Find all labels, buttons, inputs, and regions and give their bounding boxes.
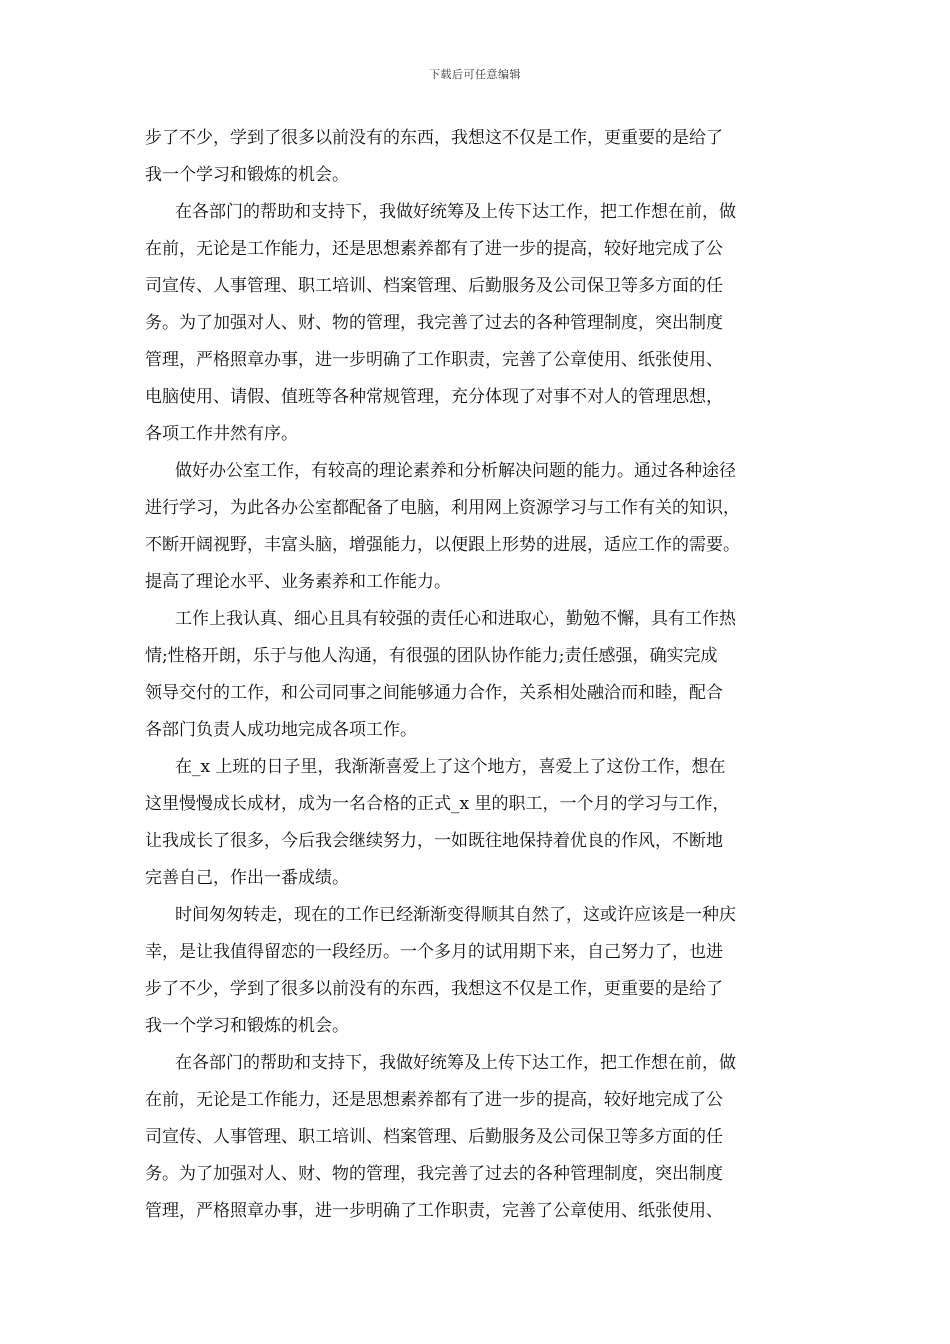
text-line: 在前，无论是工作能力，还是思想素养都有了进一步的提高，较好地完成了公 — [145, 1090, 723, 1110]
text-line: 各项工作井然有序。 — [145, 424, 298, 444]
text-line: 步了不少，学到了很多以前没有的东西，我想这不仅是工作，更重要的是给了 — [145, 979, 723, 999]
text-line: 各部门负责人成功地完成各项工作。 — [145, 720, 417, 740]
text-line: 电脑使用、请假、值班等各种常规管理，充分体现了对事不对人的管理思想， — [145, 387, 723, 407]
text-line: 管理，严格照章办事，进一步明确了工作职责，完善了公章使用、纸张使用、 — [145, 350, 723, 370]
document-body — [145, 120, 807, 1230]
text-line: 在前，无论是工作能力，还是思想素养都有了进一步的提高，较好地完成了公 — [145, 239, 723, 259]
text-line: 在_x 上班的日子里，我渐渐喜爱上了这个地方，喜爱上了这份工作，想在 — [175, 757, 726, 777]
text-line: 幸，是让我值得留恋的一段经历。一个多月的试用期下来，自己努力了，也进 — [145, 942, 723, 962]
text-line: 司宣传、人事管理、职工培训、档案管理、后勤服务及公司保卫等多方面的任 — [145, 276, 723, 296]
text-line: 我一个学习和锻炼的机会。 — [145, 165, 349, 185]
text-line: 务。为了加强对人、财、物的管理，我完善了过去的各种管理制度，突出制度 — [145, 1164, 723, 1184]
text-line: 我一个学习和锻炼的机会。 — [145, 1016, 349, 1036]
text-line: 情;性格开朗，乐于与他人沟通，有很强的团队协作能力;责任感强，确实完成 — [145, 646, 718, 666]
text-line: 管理，严格照章办事，进一步明确了工作职责，完善了公章使用、纸张使用、 — [145, 1201, 723, 1221]
text-line: 进行学习，为此各办公室都配备了电脑，利用网上资源学习与工作有关的知识， — [145, 498, 740, 518]
text-line: 务。为了加强对人、财、物的管理，我完善了过去的各种管理制度，突出制度 — [145, 313, 723, 333]
text-line: 工作上我认真、细心且具有较强的责任心和进取心，勤勉不懈，具有工作热 — [175, 609, 736, 629]
text-line: 提高了理论水平、业务素养和工作能力。 — [145, 572, 451, 592]
text-line: 让我成长了很多，今后我会继续努力，一如既往地保持着优良的作风，不断地 — [145, 831, 723, 851]
text-line: 在各部门的帮助和支持下，我做好统筹及上传下达工作，把工作想在前，做 — [175, 202, 736, 222]
text-line: 这里慢慢成长成材，成为一名合格的正式_x 里的职工，一个月的学习与工作， — [145, 794, 730, 814]
text-line: 不断开阔视野，丰富头脑，增强能力，以便跟上形势的进展，适应工作的需要。 — [145, 535, 740, 555]
text-line: 做好办公室工作，有较高的理论素养和分析解决问题的能力。通过各种途径 — [175, 461, 736, 481]
page-header: 下载后可任意编辑 — [429, 68, 521, 81]
text-line: 步了不少，学到了很多以前没有的东西，我想这不仅是工作，更重要的是给了 — [145, 128, 723, 148]
text-line: 时间匆匆转走，现在的工作已经渐渐变得顺其自然了，这或许应该是一种庆 — [175, 905, 736, 925]
text-line: 领导交付的工作，和公司同事之间能够通力合作，关系相处融洽而和睦，配合 — [145, 683, 723, 703]
text-line: 完善自己，作出一番成绩。 — [145, 868, 349, 888]
text-line: 在各部门的帮助和支持下，我做好统筹及上传下达工作，把工作想在前，做 — [175, 1053, 736, 1073]
text-line: 司宣传、人事管理、职工培训、档案管理、后勤服务及公司保卫等多方面的任 — [145, 1127, 723, 1147]
